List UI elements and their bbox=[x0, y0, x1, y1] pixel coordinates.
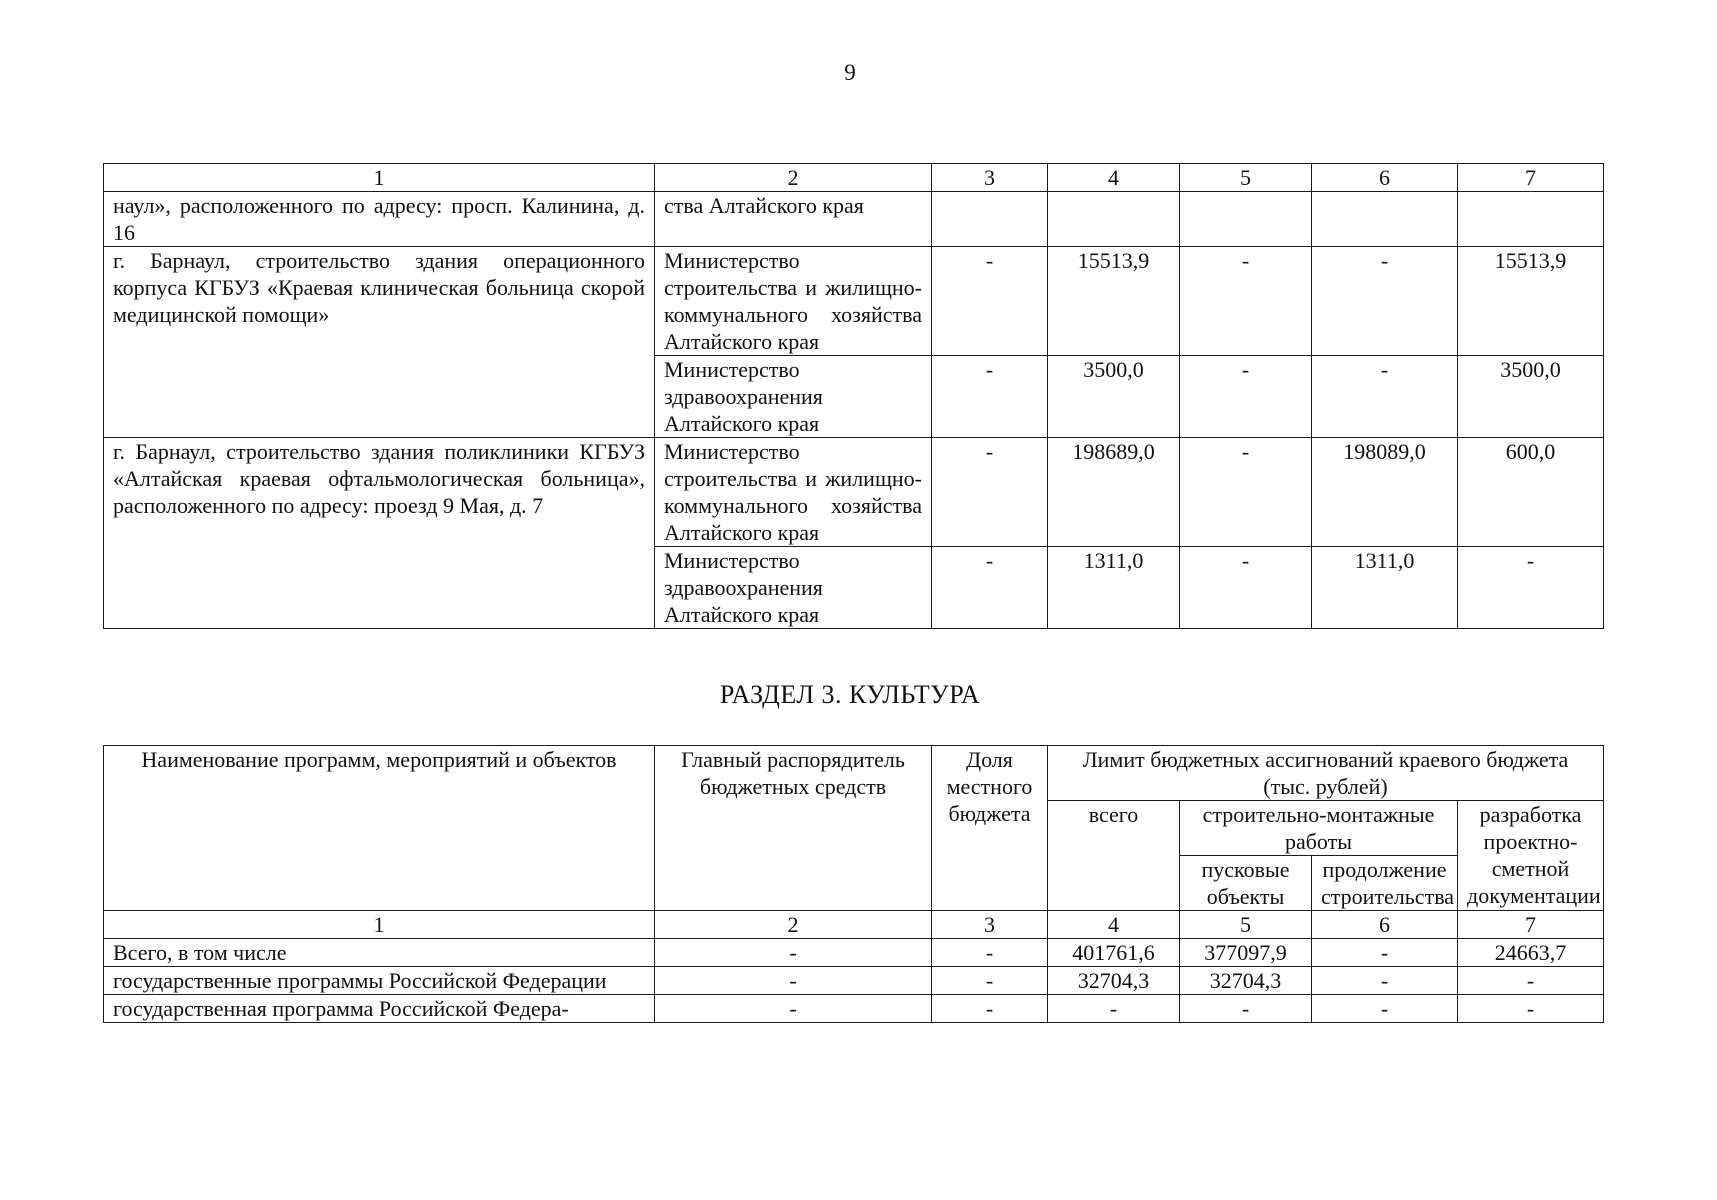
launch-cell bbox=[1180, 192, 1312, 247]
table-row bbox=[104, 939, 1604, 967]
column-number: 1 bbox=[104, 164, 655, 192]
column-number: 7 bbox=[1458, 911, 1604, 939]
agency-name: Министерство здравоохранения Алтайского края bbox=[655, 356, 932, 438]
launch-cell: - bbox=[1180, 247, 1312, 356]
header-total: всего bbox=[1048, 801, 1180, 911]
local-share-cell: - bbox=[932, 247, 1048, 356]
continuation-cell: - bbox=[1312, 939, 1458, 967]
total-cell: 15513,9 bbox=[1048, 247, 1180, 356]
table-row bbox=[104, 247, 1604, 356]
agency-cell: - bbox=[655, 995, 932, 1023]
table-row bbox=[104, 967, 1604, 995]
column-number-row bbox=[104, 164, 1604, 192]
launch-cell: - bbox=[1180, 438, 1312, 547]
local-share-cell: - bbox=[932, 438, 1048, 547]
total-cell bbox=[1048, 192, 1180, 247]
header-agency: Главный распорядитель бюджетных средств bbox=[655, 746, 932, 911]
launch-cell: 32704,3 bbox=[1180, 967, 1312, 995]
column-number: 3 bbox=[932, 911, 1048, 939]
total-cell: 1311,0 bbox=[1048, 547, 1180, 629]
total-cell: 401761,6 bbox=[1048, 939, 1180, 967]
design-cell: - bbox=[1458, 995, 1604, 1023]
agency-name: Министерство здравоохранения Алтайского края bbox=[655, 547, 932, 629]
launch-cell: - bbox=[1180, 547, 1312, 629]
launch-cell: 377097,9 bbox=[1180, 939, 1312, 967]
continuation-cell: - bbox=[1312, 995, 1458, 1023]
column-number: 7 bbox=[1458, 164, 1604, 192]
page-number: 9 bbox=[844, 60, 856, 85]
header-continuation: продолжение строительства bbox=[1312, 856, 1458, 911]
agency-name: ства Алтайского края bbox=[655, 192, 932, 247]
header-name: Наименование программ, мероприятий и объектов bbox=[104, 746, 655, 911]
table-row bbox=[104, 192, 1604, 247]
continuation-cell bbox=[1312, 192, 1458, 247]
column-number: 6 bbox=[1312, 911, 1458, 939]
design-cell: 24663,7 bbox=[1458, 939, 1604, 967]
header-launch: пусковые объекты bbox=[1180, 856, 1312, 911]
total-cell: - bbox=[1048, 995, 1180, 1023]
object-name: наул», расположенного по адресу: просп. Калинина, д. 16 bbox=[104, 192, 655, 247]
column-number: 3 bbox=[932, 164, 1048, 192]
continuation-cell: 198089,0 bbox=[1312, 438, 1458, 547]
agency-name: Министерство строительства и жилищно-коммунального хозяйства Алтайского края bbox=[655, 438, 932, 547]
table-row bbox=[104, 995, 1604, 1023]
continuation-cell: - bbox=[1312, 247, 1458, 356]
local-share-cell: - bbox=[932, 356, 1048, 438]
header-local-share: Доля местного бюджета bbox=[932, 746, 1048, 911]
continuation-cell: 1311,0 bbox=[1312, 547, 1458, 629]
total-cell: 3500,0 bbox=[1048, 356, 1180, 438]
total-cell: 32704,3 bbox=[1048, 967, 1180, 995]
header-limit: Лимит бюджетных ассигнований краевого бюджета (тыс. рублей) bbox=[1048, 746, 1604, 801]
column-number: 4 bbox=[1048, 911, 1180, 939]
culture-budget-table bbox=[103, 745, 1604, 1023]
column-number: 6 bbox=[1312, 164, 1458, 192]
local-share-cell: - bbox=[932, 995, 1048, 1023]
section-title: РАЗДЕЛ 3. КУЛЬТУРА bbox=[719, 680, 981, 709]
design-cell bbox=[1458, 192, 1604, 247]
column-number: 2 bbox=[655, 911, 932, 939]
design-cell: - bbox=[1458, 547, 1604, 629]
agency-cell: - bbox=[655, 939, 932, 967]
total-cell: 198689,0 bbox=[1048, 438, 1180, 547]
launch-cell: - bbox=[1180, 356, 1312, 438]
program-name: государственная программа Российской Федера- bbox=[104, 995, 655, 1023]
column-number: 5 bbox=[1180, 164, 1312, 192]
local-share-cell: - bbox=[932, 547, 1048, 629]
column-number: 1 bbox=[104, 911, 655, 939]
column-number: 2 bbox=[655, 164, 932, 192]
program-name: Всего, в том числе bbox=[104, 939, 655, 967]
local-share-cell: - bbox=[932, 967, 1048, 995]
column-number-row bbox=[104, 911, 1604, 939]
object-name: г. Барнаул, строительство здания операционного корпуса КГБУЗ «Краевая клиническая больница скорой медицинской помощи» bbox=[104, 247, 655, 438]
continuation-cell: - bbox=[1312, 356, 1458, 438]
continuation-cell: - bbox=[1312, 967, 1458, 995]
design-cell: 15513,9 bbox=[1458, 247, 1604, 356]
design-cell: - bbox=[1458, 967, 1604, 995]
agency-cell: - bbox=[655, 967, 932, 995]
local-share-cell bbox=[932, 192, 1048, 247]
design-cell: 600,0 bbox=[1458, 438, 1604, 547]
header-construction: строительно-монтажные работы bbox=[1180, 801, 1458, 856]
header-row bbox=[104, 746, 1604, 801]
budget-table-continued bbox=[103, 163, 1604, 629]
column-number: 4 bbox=[1048, 164, 1180, 192]
table-row bbox=[104, 438, 1604, 547]
design-cell: 3500,0 bbox=[1458, 356, 1604, 438]
launch-cell: - bbox=[1180, 995, 1312, 1023]
header-design: разработка проектно-сметной документации bbox=[1458, 801, 1604, 911]
column-number: 5 bbox=[1180, 911, 1312, 939]
program-name: государственные программы Российской Федерации bbox=[104, 967, 655, 995]
local-share-cell: - bbox=[932, 939, 1048, 967]
object-name: г. Барнаул, строительство здания поликлиники КГБУЗ «Алтайская краевая офтальмологическая больница», расположенного по адресу: проезд 9 Мая, д. 7 bbox=[104, 438, 655, 629]
agency-name: Министерство строительства и жилищно-коммунального хозяйства Алтайского края bbox=[655, 247, 932, 356]
